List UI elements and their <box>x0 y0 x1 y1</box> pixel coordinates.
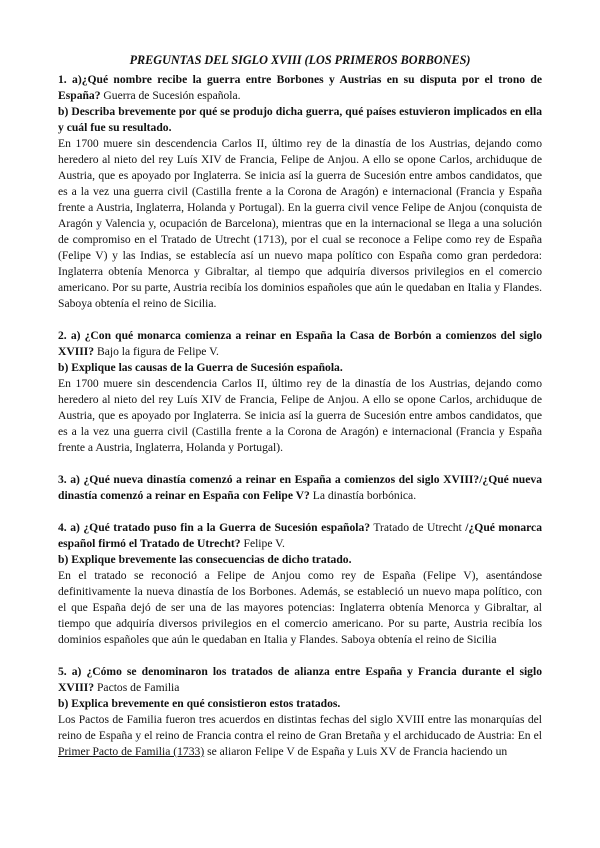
question-3a <box>58 472 542 504</box>
spacer <box>58 648 542 664</box>
question-5a <box>58 664 542 696</box>
spacer <box>58 456 542 472</box>
answer-2b: En 1700 muere sin descendencia Carlos II, último rey de la dinastía de los Austrias, dejando como heredero al nieto del rey Luís XIV de Francia, Felipe de Anjou. A ello se opone Carlos, archiduque de Austria, que es apoyado por Inglaterra. Se inicia así la guerra de Sucesión entre ambos candidatos, que es a la vez una guerra civil (Castilla frente a la Corona de Aragón) e internacional (Francia y España frente a Austria, Inglaterra, Holanda y Portugal). <box>58 377 542 454</box>
primer-pacto-link[interactable]: Primer Pacto de Familia (1733) <box>58 745 205 758</box>
question-4a <box>58 520 542 552</box>
spacer <box>58 312 542 328</box>
question-1a <box>58 72 542 104</box>
question-3a-text: 3. a) ¿Qué nueva dinastía comenzó a reinar en España a comienzos del siglo XVIII?/¿Qué nueva dinastía comenzó a reinar en España con Felipe V? <box>58 473 542 502</box>
spacer <box>58 504 542 520</box>
answer-5b-post: se aliaron Felipe V de España y Luis XV de Francia haciendo un <box>204 745 508 758</box>
answer-1b: En 1700 muere sin descendencia Carlos II, último rey de la dinastía de los Austrias, dejando como heredero al nieto del rey Luís XIV de Francia, Felipe de Anjou. A ello se opone Carlos, archiduque de Austria, que es apoyado por Inglaterra. Se inicia así la guerra de Sucesión entre ambos candidatos, que es a la vez una guerra civil (Castilla frente a la Corona de Aragón) e internacional (Francia y España frente a Austria, Inglaterra, Holanda y Portugal). En la guerra civil vence Felipe de Anjou (conquista de Aragón y Valencia y, ocupación de Barcelona), mientras que en la internacional se llega a una solución de compromiso en el Tratado de Utrecht (1713), por el cual se reconoce a Felipe como rey de España (Felipe V) y las Indias, se establecía así un nuevo mapa político con España como gran perdedora: Inglaterra obtenía Menorca y Gibraltar, al tiempo que adquiría diversos privilegios en el comercio americano. Por su parte, Austria recibía los dominios españoles que aún le quedaban en Italia y Flandes. Saboya obtenía el reino de Sicilia. <box>58 137 542 310</box>
answer-4a-2: Felipe V. <box>240 537 285 550</box>
question-5a-text: 5. a) ¿Cómo se denominaron los tratados de alianza entre España y Francia durante el siglo XVIII? <box>58 665 542 694</box>
question-2b-text: b) Explique las causas de la Guerra de Sucesión española. <box>58 361 343 374</box>
question-1a-text: 1. a)¿Qué nombre recibe la guerra entre Borbones y Austrias en su disputa por el trono de España? <box>58 73 542 102</box>
answer-5b-pre: Los Pactos de Familia fueron tres acuerdos en distintas fechas del siglo XVIII entre las monarquías del reino de España y el reino de Francia contra el reino de Gran Bretaña y el archiducado de Austria: En el <box>58 713 542 742</box>
document-page <box>58 52 542 760</box>
question-4a-text-1: 4. a) ¿Qué tratado puso fin a la Guerra de Sucesión española? <box>58 521 371 534</box>
answer-2a: Bajo la figura de Felipe V. <box>94 345 219 358</box>
question-4b-text: b) Explique brevemente las consecuencias de dicho tratado. <box>58 553 352 566</box>
answer-5b <box>58 712 542 760</box>
answer-1a: Guerra de Sucesión española. <box>100 89 241 102</box>
question-2a-text: 2. a) ¿Con qué monarca comienza a reinar en España la Casa de Borbón a comienzos del siglo XVIII? <box>58 329 542 358</box>
question-1b-text: b) Describa brevemente por qué se produjo dicha guerra, qué países estuvieron implicados en ella y cuál fue su resultado. <box>58 105 542 134</box>
answer-5a: Pactos de Familia <box>94 681 180 694</box>
page-title: PREGUNTAS DEL SIGLO XVIII (LOS PRIMEROS BORBONES) <box>129 53 471 67</box>
question-5b-text: b) Explica brevemente en qué consistieron estos tratados. <box>58 697 341 710</box>
answer-3a: La dinastía borbónica. <box>309 489 417 502</box>
answer-4a-1: Tratado de Utrecht <box>370 521 466 534</box>
question-2a <box>58 328 542 360</box>
answer-4b: En el tratado se reconoció a Felipe de Anjou como rey de España (Felipe V), asentándose definitivamente la nueva dinastía de los Borbones. Además, se estableció un nuevo mapa político, con el que España dejó de ser una de las mayores potencias: Inglaterra obtenía Menorca y Gibraltar, al tiempo que adquiría diversos privilegios en el comercio americano. Por su parte, Austria recibía los dominios españoles que aún le quedaban en Italia y Flandes. Saboya obtenía el reino de Sicilia <box>58 569 542 646</box>
question-4a-text-2: /¿Qué monarca español firmó el Tratado de Utrecht? <box>58 521 543 550</box>
